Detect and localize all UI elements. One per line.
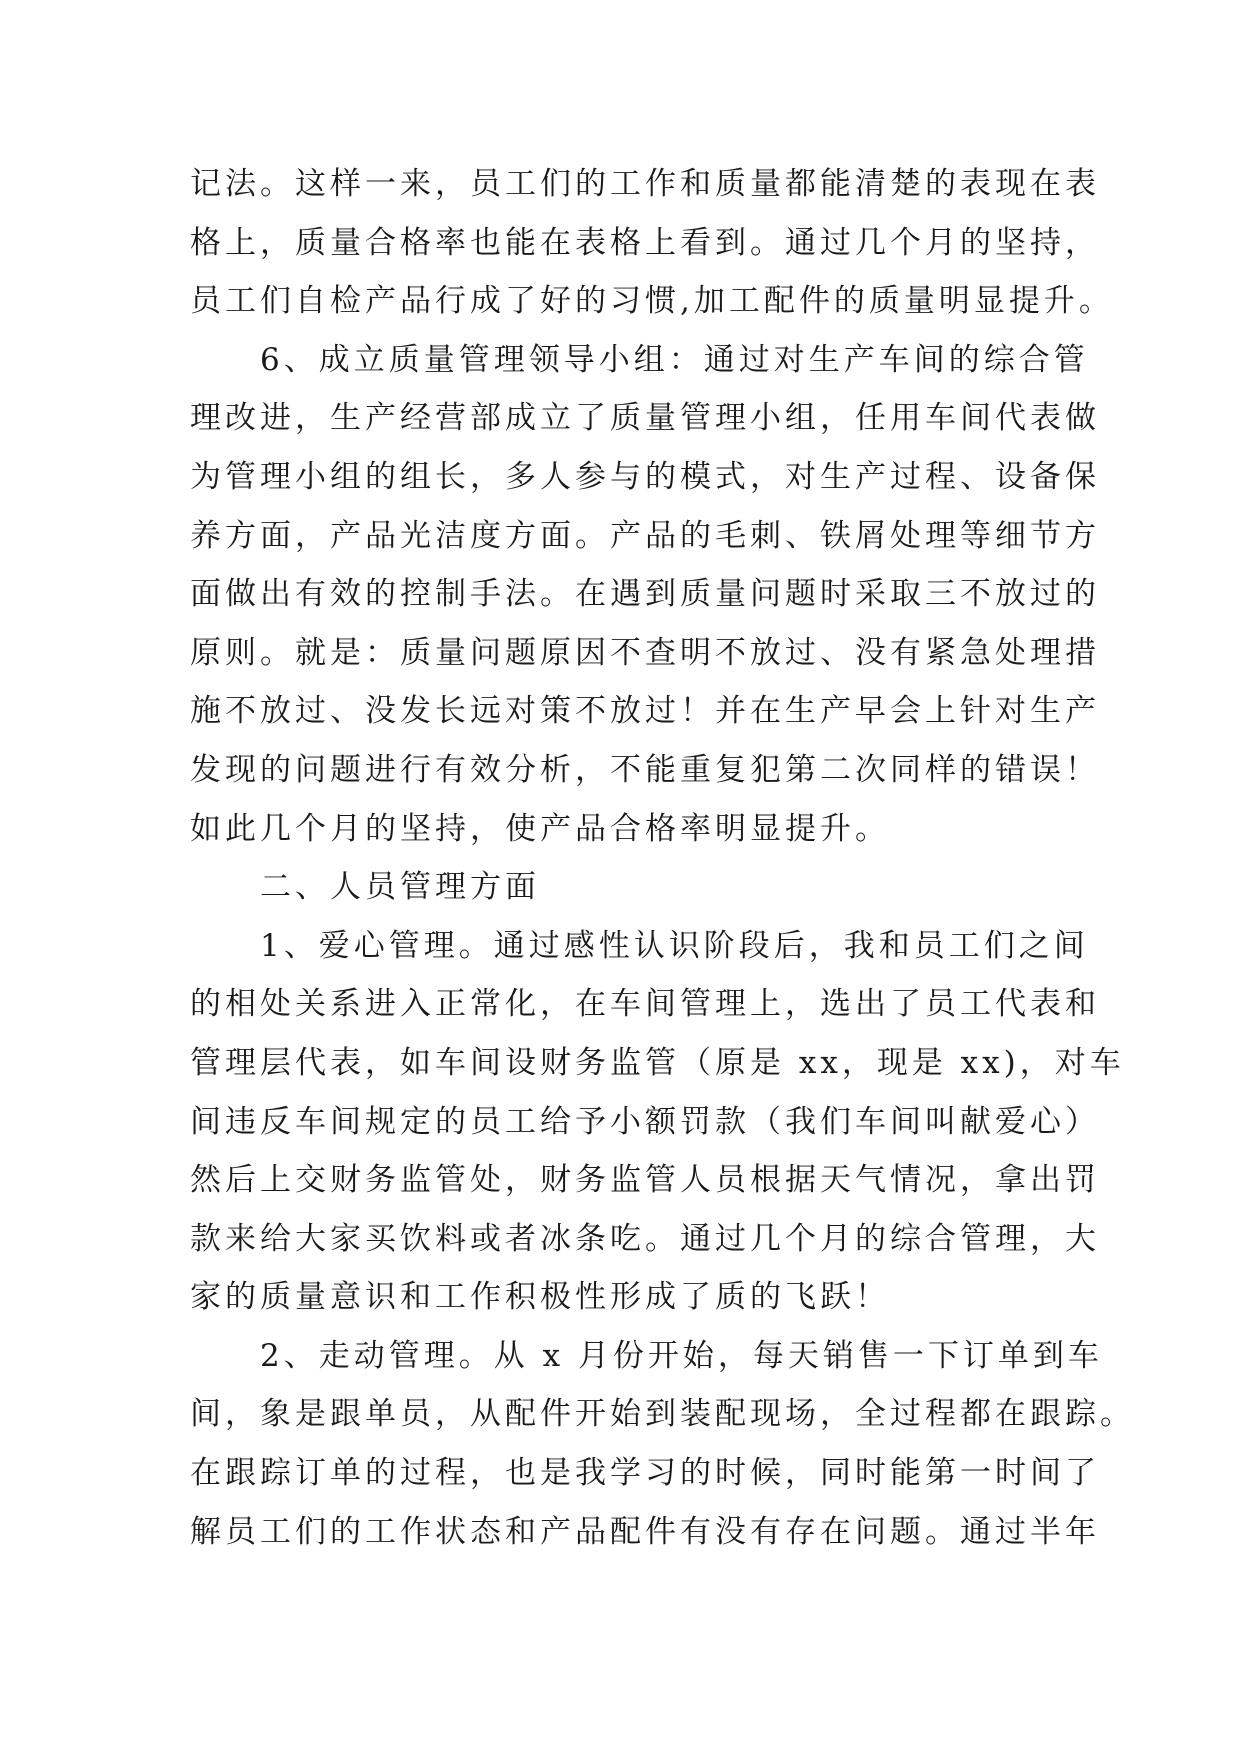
text-line: 间违反车间规定的员工给予小额罚款（我们车间叫献爱心）: [190, 1103, 1100, 1140]
text-line: 间，象是跟单员，从配件开始到装配现场，全过程都在跟踪。: [190, 1396, 1135, 1433]
text-line: 理改进，生产经营部成立了质量管理小组，任用车间代表做: [190, 400, 1100, 437]
text-line: 原则。就是：质量问题原因不查明不放过、没有紧急处理措: [190, 634, 1100, 671]
text-line: 格上，质量合格率也能在表格上看到。通过几个月的坚持，: [190, 224, 1100, 261]
text-line: 2、走动管理。从 x 月份开始，每天销售一下订单到车: [190, 1337, 1103, 1374]
text-line: 如此几个月的坚持，使产品合格率明显提升。: [190, 810, 890, 847]
text-line: 记法。这样一来，员工们的工作和质量都能清楚的表现在表: [190, 166, 1100, 202]
text-line: 1、爱心管理。通过感性认识阶段后，我和员工们之间: [190, 927, 1089, 964]
text-line: 养方面，产品光洁度方面。产品的毛刺、铁屑处理等细节方: [190, 517, 1100, 554]
text-line: 施不放过、没发长远对策不放过！并在生产早会上针对生产: [190, 693, 1100, 730]
text-line: 在跟踪订单的过程，也是我学习的时候，同时能第一时间了: [190, 1455, 1100, 1492]
text-line: 然后上交财务监管处，财务监管人员根据天气情况，拿出罚: [190, 1162, 1100, 1199]
text-line: 家的质量意识和工作积极性形成了质的飞跃！: [190, 1279, 890, 1316]
text-line: 6、成立质量管理领导小组：通过对生产车间的综合管: [190, 341, 1089, 378]
text-line: 的相处关系进入正常化，在车间管理上，选出了员工代表和: [190, 986, 1100, 1023]
text-line: 发现的问题进行有效分析，不能重复犯第二次同样的错误！: [190, 751, 1100, 788]
section-heading: 二、人员管理方面: [190, 869, 540, 906]
text-line: 解员工们的工作状态和产品配件有没有存在问题。通过半年: [190, 1513, 1100, 1550]
text-line: 款来给大家买饮料或者冰条吃。通过几个月的综合管理，大: [190, 1220, 1100, 1257]
text-line: 管理层代表，如车间设财务监管（原是 xx，现是 xx)，对车: [190, 1044, 1125, 1081]
text-line: 面做出有效的控制手法。在遇到质量问题时采取三不放过的: [190, 576, 1100, 613]
text-line: 员工们自检产品行成了好的习惯,加工配件的质量明显提升。: [190, 283, 1114, 320]
text-line: 为管理小组的组长，多人参与的模式，对生产过程、设备保: [190, 458, 1100, 495]
body-text: [190, 155, 1135, 1561]
